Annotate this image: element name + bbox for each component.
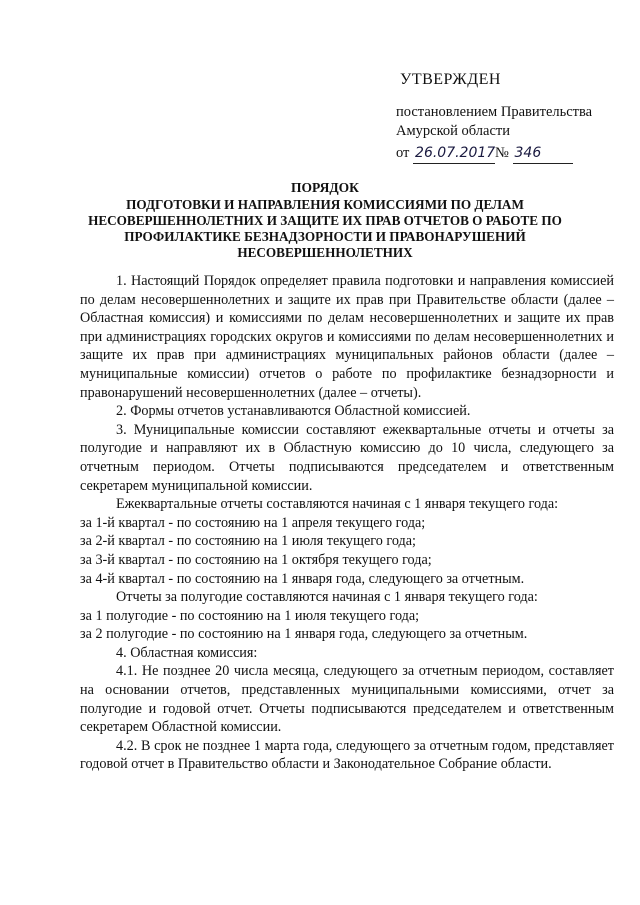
paragraph-3: 3. Муниципальные комиссии составляют ежеквартальные отчеты и отчеты за полугодие и направляют их в Областную комиссию до 10 числа, следующего за отчетным периодом. Отчеты подписываются председателем и ответственным секретарем муниципальной комиссии. <box>80 421 614 494</box>
paragraph-1: 1. Настоящий Порядок определяет правила подготовки и направления комиссией по делам несовершеннолетних и защите их прав при Правительстве области (далее – Областная комиссия) и комиссиями по делам несовершеннолетних и защите их прав при администрациях городских округов и комиссиями по делам несовершеннолетних и защите их прав при администрациях муниципальных районов области (далее – муниципальные комиссии) отчетов о работе по профилактике безнадзорности и правонарушений несовершеннолетних (далее – отчеты). <box>80 273 614 401</box>
paragraph-q2: за 2-й квартал - по состоянию на 1 июля текущего года; <box>80 533 416 550</box>
document-title <box>60 180 590 261</box>
paragraph-4: 4. Областная комиссия: <box>116 644 258 661</box>
paragraph-h2: за 2 полугодие - по состоянию на 1 января года, следующего за отчетным. <box>80 626 528 643</box>
paragraph-q3: за 3-й квартал - по состоянию на 1 октября текущего года; <box>80 551 432 568</box>
paragraph-halfyear-intro: Отчеты за полугодие составляются начиная с 1 января текущего года: <box>116 589 538 606</box>
approval-date-line <box>396 144 626 164</box>
approval-line-2: Амурской области <box>396 123 510 139</box>
handwritten-date: 26.07.2017 <box>413 144 495 164</box>
approval-line-1: постановлением Правительства <box>396 104 593 120</box>
paragraph-quarterly-intro: Ежеквартальные отчеты составляются начиная с 1 января текущего года: <box>116 496 559 513</box>
paragraph-4-2: 4.2. В срок не позднее 1 марта года, следующего за отчетным годом, представляет годовой отчет в Правительство области и Законодательное Собрание области. <box>80 737 614 773</box>
title-main: ПОРЯДОК <box>291 180 359 195</box>
approval-heading: УТВЕРЖДЕН <box>400 71 501 88</box>
paragraph-q4: за 4-й квартал - по состоянию на 1 января года, следующего за отчетным. <box>80 570 525 587</box>
paragraph-4-1: 4.1. Не позднее 20 числа месяца, следующего за отчетным периодом, составляет на основании отчетов, представленных муниципальными комиссиями, отчет за полугодие и годовой отчет. Отчеты подписываются председателем и ответственным секретарем Областной комиссии. <box>80 663 614 736</box>
number-sign: № <box>495 145 509 161</box>
approval-block <box>396 70 626 164</box>
paragraph-q1: за 1-й квартал - по состоянию на 1 апреля текущего года; <box>80 514 426 531</box>
document-body <box>80 272 614 774</box>
paragraph-h1: за 1 полугодие - по состоянию на 1 июля текущего года; <box>80 607 420 624</box>
date-prefix: от <box>396 145 410 161</box>
title-sub: ПОДГОТОВКИ И НАПРАВЛЕНИЯ КОМИССИЯМИ ПО ДЕЛАМ НЕСОВЕРШЕННОЛЕТНИХ И ЗАЩИТЕ ИХ ПРАВ ОТЧЕТОВ О РАБОТЕ ПО ПРОФИЛАКТИКЕ БЕЗНАДЗОРНОСТИ И ПРАВОНАРУШЕНИЙ НЕСОВЕРШЕННОЛЕТНИХ <box>88 197 562 260</box>
handwritten-number: 346 <box>513 144 573 164</box>
paragraph-2: 2. Формы отчетов устанавливаются Областной комиссией. <box>116 403 471 420</box>
